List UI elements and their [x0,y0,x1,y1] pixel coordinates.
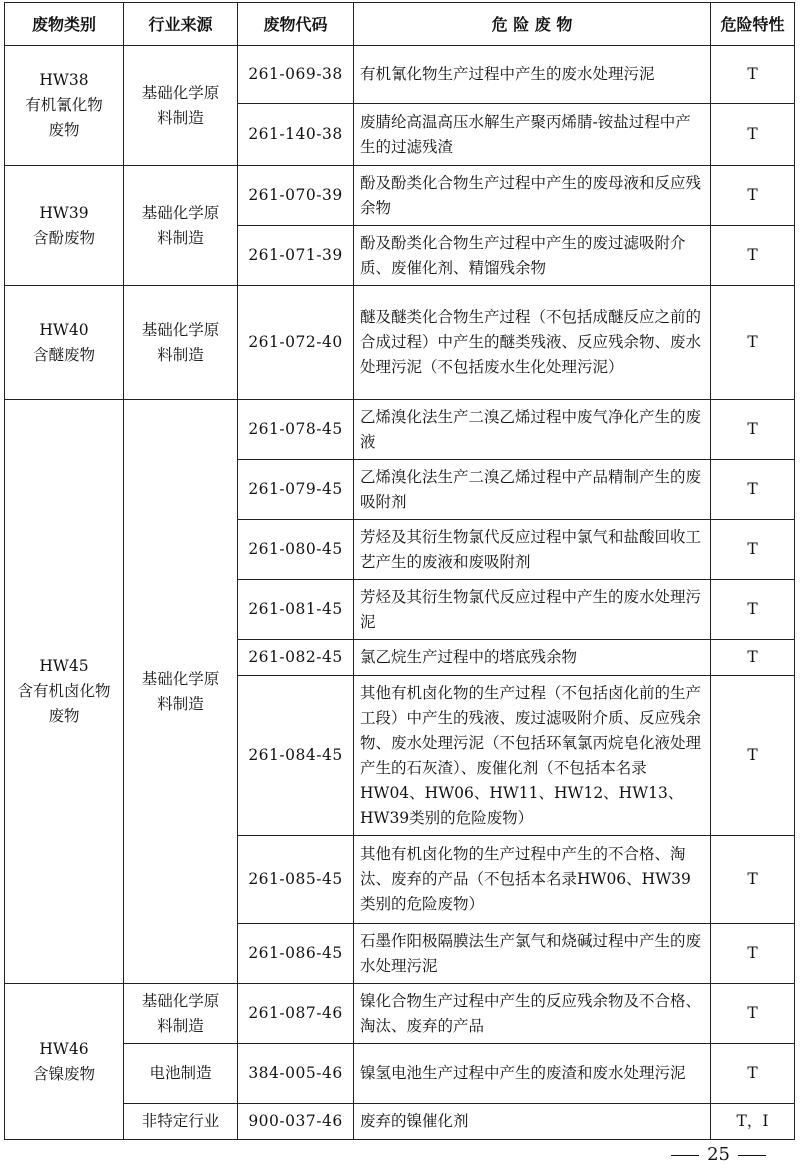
waste-code: 261-084-45 [238,676,354,836]
dash-decoration [671,1155,699,1156]
industry-line: 料制造 [157,1016,204,1035]
category-code: HW40 [39,320,89,339]
waste-description: 氯乙烷生产过程中的塔底残余物 [354,640,711,676]
hazard-property: T [711,520,795,580]
industry-cell [124,984,238,1044]
waste-description: 镍氢电池生产过程中产生的废渣和废水处理污泥 [354,1044,711,1104]
header-waste-category: 废物类别 [5,3,124,46]
industry-cell [124,46,238,166]
waste-code: 261-086-45 [238,924,354,984]
hazard-property: T [711,286,795,400]
waste-description: 乙烯溴化法生产二溴乙烯过程中产品精制产生的废吸附剂 [354,460,711,520]
hazard-property: T [711,640,795,676]
category-code: HW46 [39,1039,89,1058]
hazard-property: T [711,166,795,226]
hazard-property: T [711,836,795,924]
waste-code: 261-072-40 [238,286,354,400]
waste-code: 261-087-46 [238,984,354,1044]
hazard-property: T [711,984,795,1044]
hazard-property: T [711,676,795,836]
waste-description: 废弃的镍催化剂 [354,1104,711,1140]
hazard-property: T [711,46,795,104]
hazard-property: T [711,226,795,286]
category-name: 有机氰化物 [25,96,103,114]
waste-code: 261-082-45 [238,640,354,676]
waste-code: 261-078-45 [238,400,354,460]
category-cell [5,400,124,984]
waste-code: 261-070-39 [238,166,354,226]
table-row [5,1104,795,1140]
header-hazardous-waste: 危 险 废 物 [354,3,711,46]
industry-line: 非特定行业 [141,1112,220,1130]
industry-line: 基础化学原 [141,320,220,339]
table-header-row [5,3,795,46]
hazard-property: T [711,580,795,640]
hazard-property: T，I [711,1104,795,1140]
industry-cell [124,1104,238,1140]
industry-cell [124,1044,238,1104]
industry-line: 料制造 [157,345,204,364]
header-waste-code: 废物代码 [238,3,354,46]
waste-description: 镍化合物生产过程中产生的反应残余物及不合格、淘汰、废弃的产品 [354,984,711,1044]
category-name: 含醚废物 [32,345,95,364]
header-hazard-property: 危险特性 [711,3,795,46]
waste-description: 芳烃及其衍生物氯代反应过程中产生的废水处理污泥 [354,580,711,640]
industry-line: 料制造 [157,108,204,127]
category-name: 含镍废物 [32,1064,95,1083]
page-number: 25 [707,1144,730,1165]
dash-decoration [738,1155,766,1156]
hazard-property: T [711,460,795,520]
waste-code: 261-080-45 [238,520,354,580]
hazard-property: T [711,104,795,166]
industry-line: 基础化学原 [141,669,220,688]
waste-description: 乙烯溴化法生产二溴乙烯过程中废气净化产生的废液 [354,400,711,460]
hazard-property: T [711,924,795,984]
industry-cell [124,286,238,400]
industry-line: 料制造 [157,694,204,713]
industry-line: 电池制造 [149,1064,212,1082]
table-row [5,984,795,1044]
waste-description: 其他有机卤化物的生产过程中产生的不合格、淘汰、废弃的产品（不包括本名录HW06、HW39类别的危险废物） [354,836,711,924]
industry-line: 料制造 [157,228,204,247]
waste-code: 900-037-46 [238,1104,354,1140]
category-name: 含酚废物 [32,228,95,247]
waste-description: 其他有机卤化物的生产过程（不包括卤化前的生产工段）中产生的残液、废过滤吸附介质、反应残余物、废水处理污泥（不包括环氧氯丙烷皂化液处理产生的石灰渣）、废催化剂（不包括本名录HW04、HW06、HW11、HW12、HW13、HW39类别的危险废物） [354,676,711,836]
category-cell [5,46,124,166]
waste-description: 石墨作阳极隔膜法生产氯气和烧碱过程中产生的废水处理污泥 [354,924,711,984]
waste-code: 261-079-45 [238,460,354,520]
industry-cell [124,166,238,286]
table-row [5,46,795,104]
table-row [5,286,795,400]
category-code: HW45 [39,657,89,675]
category-name: 废物 [48,707,80,725]
waste-code: 261-085-45 [238,836,354,924]
industry-cell [124,400,238,984]
industry-line: 基础化学原 [141,83,220,102]
waste-description: 有机氰化物生产过程中产生的废水处理污泥 [354,46,711,104]
waste-description: 芳烃及其衍生物氯代反应过程中氯气和盐酸回收工艺产生的废液和废吸附剂 [354,520,711,580]
industry-line: 基础化学原 [141,991,220,1010]
waste-code: 384-005-46 [238,1044,354,1104]
waste-description: 酚及酚类化合物生产过程中产生的废过滤吸附介质、废催化剂、精馏残余物 [354,226,711,286]
category-code: HW38 [39,71,89,89]
waste-code: 261-069-38 [238,46,354,104]
waste-code: 261-071-39 [238,226,354,286]
waste-description: 醚及醚类化合物生产过程（不包括成醚反应之前的合成过程）中产生的醚类残液、反应残余物、废水处理污泥（不包括废水生化处理污泥） [354,286,711,400]
table-row [5,400,795,460]
hazardous-waste-table [4,2,795,1140]
category-cell [5,286,124,400]
table-row [5,166,795,226]
header-industry-source: 行业来源 [124,3,238,46]
waste-description: 废腈纶高温高压水解生产聚丙烯腈-铵盐过程中产生的过滤残渣 [354,104,711,166]
category-name: 含有机卤化物 [17,682,111,700]
hazard-property: T [711,400,795,460]
category-cell [5,166,124,286]
category-code: HW39 [39,203,89,222]
table-row [5,1044,795,1104]
category-name: 废物 [48,121,80,139]
waste-code: 261-140-38 [238,104,354,166]
hazard-property: T [711,1044,795,1104]
industry-line: 基础化学原 [141,203,220,222]
waste-code: 261-081-45 [238,580,354,640]
category-cell [5,984,124,1140]
waste-description: 酚及酚类化合物生产过程中产生的废母液和反应残余物 [354,166,711,226]
page-footer [0,1143,800,1167]
